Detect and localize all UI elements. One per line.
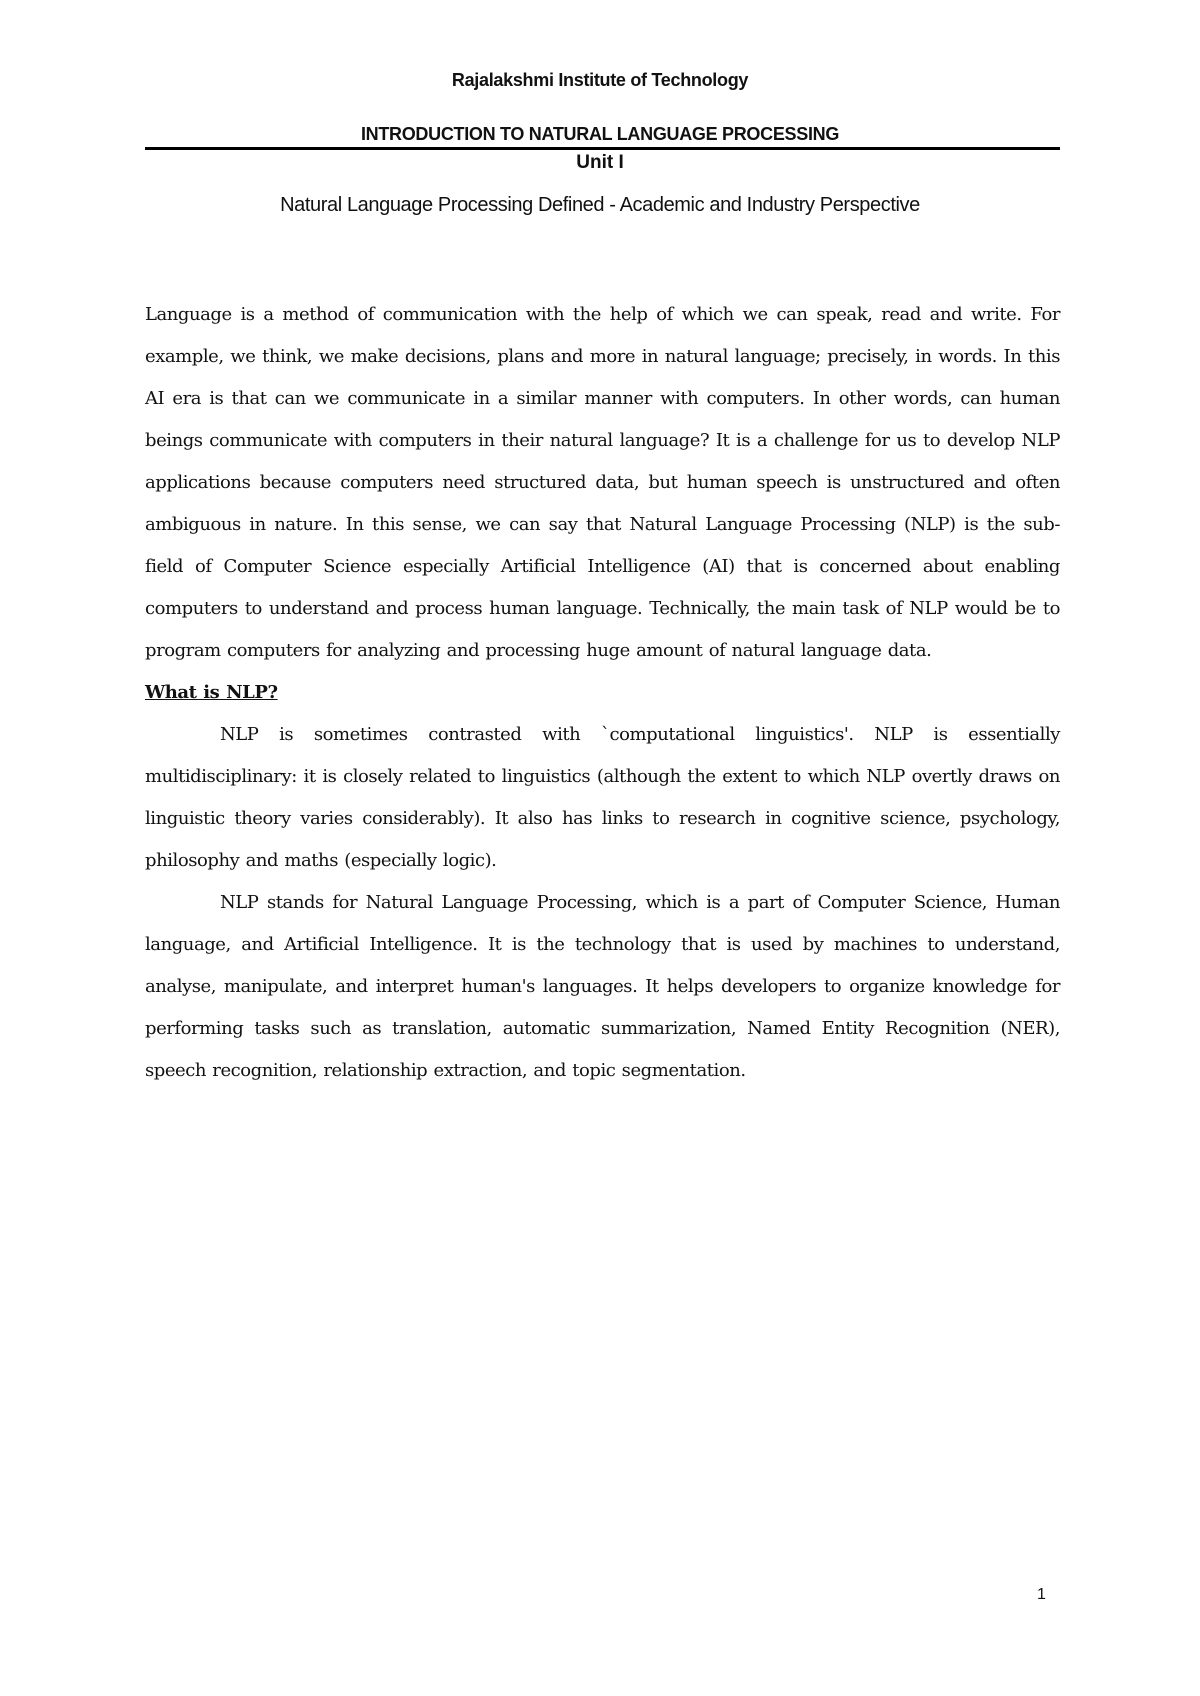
institute-name: Rajalakshmi Institute of Technology (451, 70, 749, 90)
page-number: 1 (1037, 1586, 1046, 1603)
unit-subtitle: Natural Language Processing Defined - Academic and Industry Perspective (280, 194, 920, 216)
document-body (145, 294, 1060, 1092)
paragraph-contrast: NLP is sometimes contrasted with `computational linguistics'. NLP is essentially multidisciplinary: it is closely related to linguistics (although the extent to which NLP overtly draws on linguistic theory varies considerably). It also has links to research in cognitive science, psychology, philosophy and maths (especially logic). (145, 724, 1060, 871)
unit-label: Unit I (576, 152, 624, 173)
intro-paragraph: Language is a method of communication with the help of which we can speak, read and write. For example, we think, we make decisions, plans and more in natural language; precisely, in words. In this AI era is that can we communicate in a similar manner with computers. In other words, can human beings communicate with computers in their natural language? It is a challenge for us to develop NLP applications because computers need structured data, but human speech is unstructured and often ambiguous in nature. In this sense, we can say that Natural Language Processing (NLP) is the sub-field of Computer Science especially Artificial Intelligence (AI) that is concerned about enabling computers to understand and process human language. Technically, the main task of NLP would be to program computers for analyzing and processing huge amount of natural language data. (145, 304, 1060, 661)
paragraph-definition: NLP stands for Natural Language Processing, which is a part of Computer Science, Human language, and Artificial Intelligence. It is the technology that is used by machines to understand, analyse, manipulate, and interpret human's languages. It helps developers to organize knowledge for performing tasks such as translation, automatic summarization, Named Entity Recognition (NER), speech recognition, relationship extraction, and topic segmentation. (145, 892, 1060, 1081)
course-title: INTRODUCTION TO NATURAL LANGUAGE PROCESSING (360, 124, 840, 144)
section-heading: What is NLP? (145, 682, 278, 703)
header-rule (145, 147, 1060, 150)
